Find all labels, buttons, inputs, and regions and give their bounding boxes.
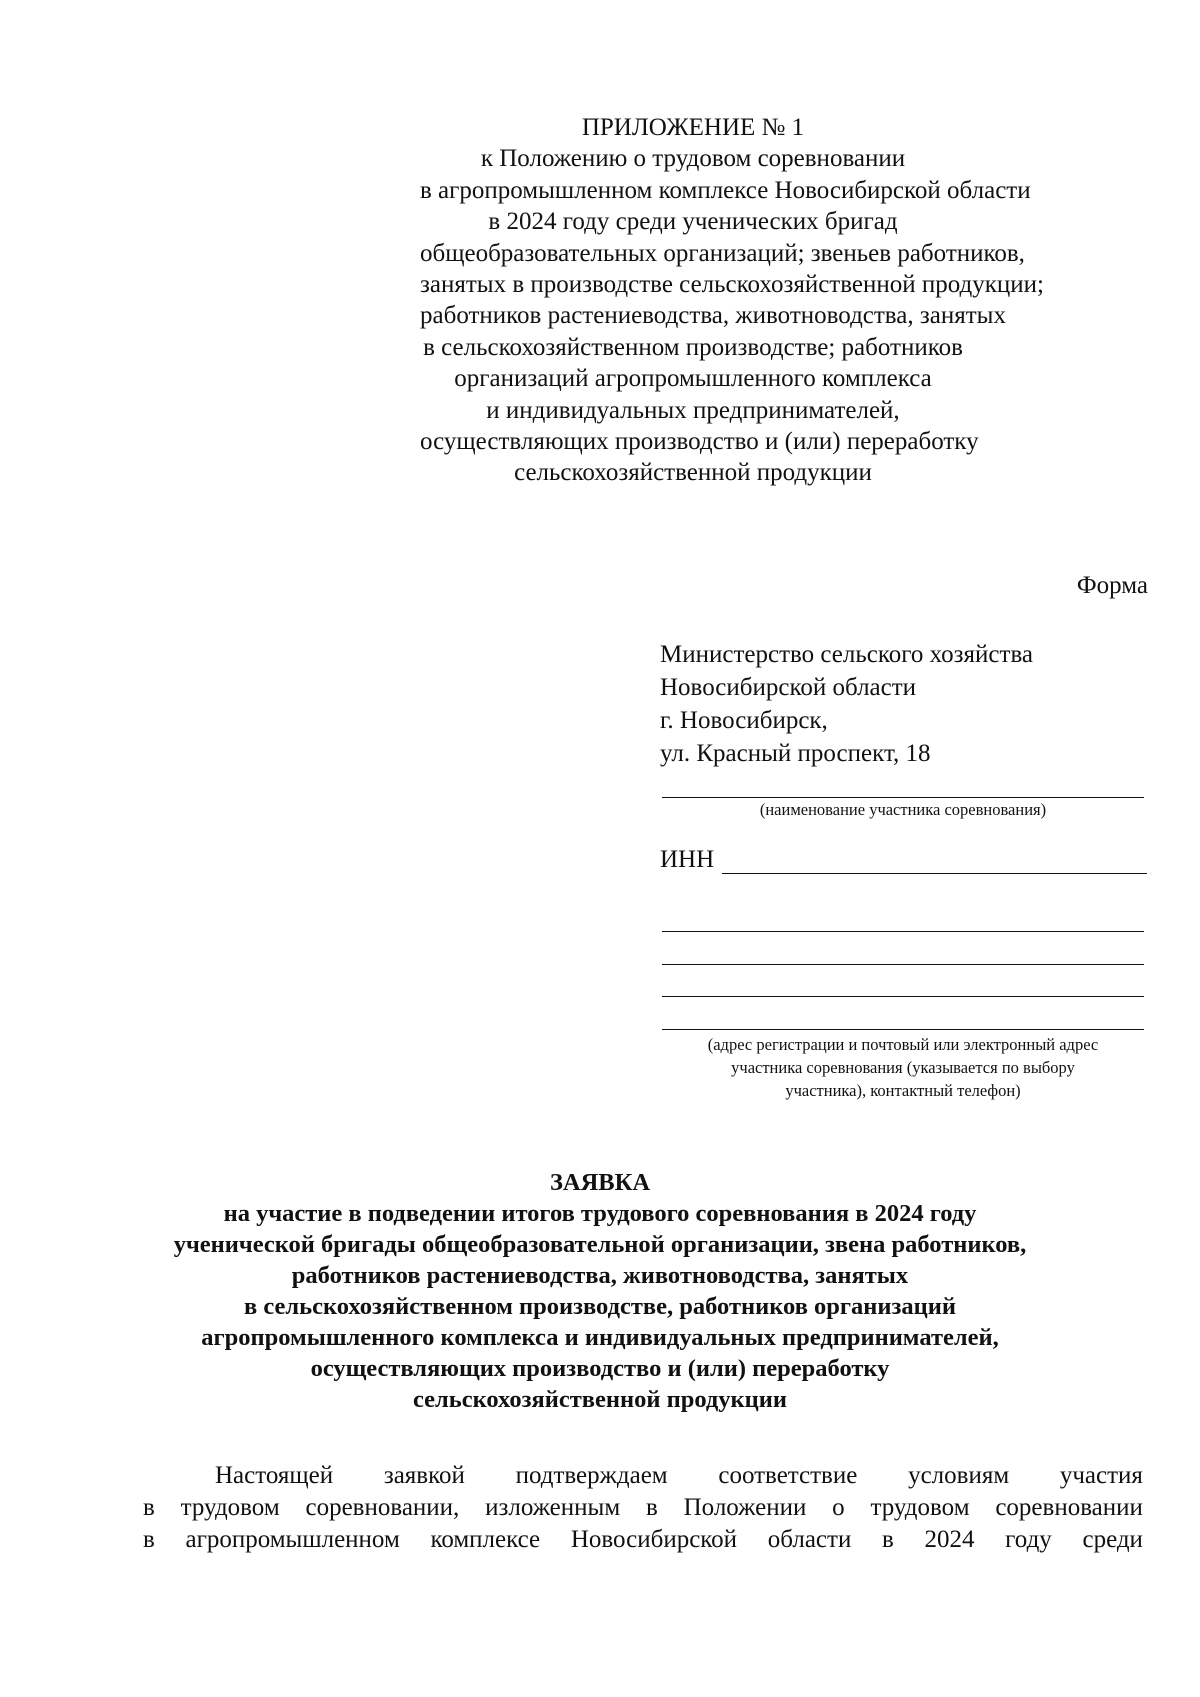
addressee-line: г. Новосибирск, <box>660 707 828 734</box>
appendix-line: организаций агропромышленного комплекса <box>454 365 932 393</box>
body-paragraph <box>143 1460 1143 1556</box>
appendix-line: общеобразовательных организаций; звеньев работников, <box>420 239 1025 267</box>
address-caption-line: участника соревнования (указывается по выбору <box>731 1058 1075 1077</box>
address-field-line[interactable] <box>662 931 1144 932</box>
appendix-line: к Положению о трудовом соревновании <box>480 145 906 173</box>
appendix-header <box>420 112 1044 489</box>
application-title <box>100 1167 1100 1415</box>
body-line: в трудовом соревновании, изложенным в Положении о трудовом соревновании <box>143 1494 1143 1521</box>
appendix-line: и индивидуальных предпринимателей, <box>486 396 900 424</box>
title-line: агропромышленного комплекса и индивидуальных предпринимателей, <box>201 1324 999 1351</box>
appendix-line: занятых в производстве сельскохозяйственной продукции; <box>420 271 1044 299</box>
title-line: в сельскохозяйственном производстве, работников организаций <box>244 1293 956 1320</box>
title-line: осуществляющих производство и (или) переработку <box>310 1355 890 1382</box>
addressee-line: Новосибирской области <box>660 674 917 701</box>
appendix-line: в сельскохозяйственном производстве; работников <box>423 333 963 361</box>
address-field-line[interactable] <box>662 1029 1144 1030</box>
participant-name-caption: (наименование участника соревнования) <box>759 800 1047 819</box>
address-caption <box>650 1033 1156 1102</box>
title-line: ученической бригады общеобразовательной организации, звена работников, <box>173 1231 1027 1258</box>
addressee-block <box>660 638 1033 770</box>
body-line: Настоящей заявкой подтверждаем соответствие условиям участия <box>215 1462 1143 1489</box>
title-line: работников растениеводства, животноводства, занятых <box>291 1262 909 1289</box>
inn-field[interactable] <box>722 873 1147 874</box>
appendix-line: ПРИЛОЖЕНИЕ № 1 <box>581 114 805 141</box>
address-caption-line: (адрес регистрации и почтовый или электронный адрес <box>707 1035 1099 1054</box>
appendix-line: работников растениеводства, животноводства, занятых <box>420 302 1006 330</box>
appendix-line: в агропромышленном комплексе Новосибирской области <box>420 176 1031 204</box>
appendix-line: осуществляющих производство и (или) переработку <box>420 428 979 456</box>
inn-label: ИНН <box>660 846 715 873</box>
address-field-line[interactable] <box>662 964 1144 965</box>
addressee-line: Министерство сельского хозяйства <box>660 641 1034 668</box>
title-line: на участие в подведении итогов трудового соревнования в 2024 году <box>223 1200 977 1227</box>
form-label: Форма <box>1076 572 1148 599</box>
title-heading: ЗАЯВКА <box>549 1169 651 1196</box>
address-caption-line: участника), контактный телефон) <box>785 1081 1021 1100</box>
address-field-line[interactable] <box>662 996 1144 997</box>
title-line: сельскохозяйственной продукции <box>413 1386 787 1413</box>
appendix-line: в 2024 году среди ученических бригад <box>488 208 898 236</box>
addressee-line: ул. Красный проспект, 18 <box>660 740 931 767</box>
body-line: в агропромышленном комплексе Новосибирской области в 2024 году среди <box>143 1526 1143 1553</box>
appendix-line: сельскохозяйственной продукции <box>514 459 872 487</box>
